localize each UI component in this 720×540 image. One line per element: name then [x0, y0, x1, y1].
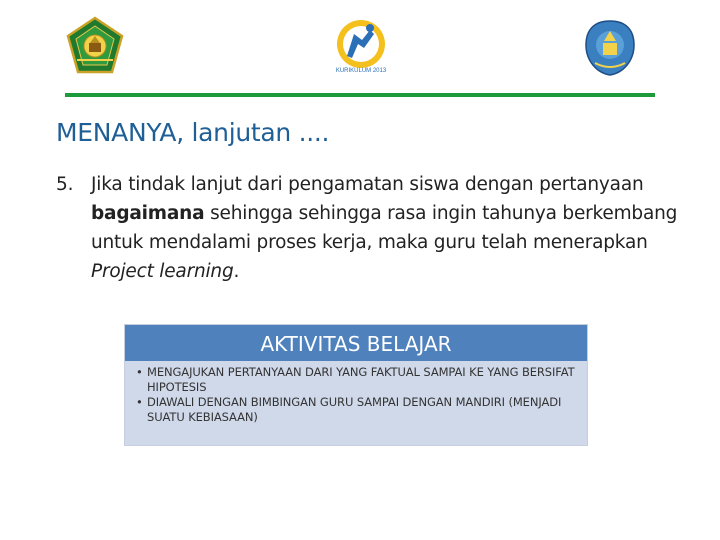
tut-wuri-handayani-logo	[583, 19, 637, 77]
kurikulum-2013-logo	[330, 18, 392, 76]
point-text	[91, 170, 706, 286]
green-divider	[65, 93, 655, 97]
list-item-text: MENGAJUKAN PERTANYAAN DARI YANG FAKTUAL SAMPAI KE YANG BERSIFAT HIPOTESIS	[147, 365, 575, 394]
list-item	[137, 395, 579, 425]
logo-text: KURIKULUM 2013	[335, 68, 387, 74]
bullet-icon: •	[136, 365, 143, 379]
activity-list	[125, 361, 587, 425]
box-header: AKTIVITAS BELAJAR	[125, 325, 587, 361]
point-bold-word: bagaimana	[91, 203, 205, 224]
point-number: 5.	[56, 174, 74, 195]
list-item	[137, 365, 579, 395]
point-text-before: Jika tindak lanjut dari pengamatan siswa dengan pertanyaan	[91, 174, 644, 195]
point-italic-term: Project learning	[91, 261, 234, 282]
slide-title: MENANYA, lanjutan ....	[56, 118, 330, 147]
list-item-text: DIAWALI DENGAN BIMBINGAN GURU SAMPAI DENGAN MANDIRI (MENJADI SUATU KEBIASAAN)	[147, 395, 562, 424]
numbered-point	[56, 170, 706, 286]
ministry-emblem-logo	[64, 16, 126, 76]
bullet-icon: •	[136, 395, 143, 409]
learning-activity-box	[125, 325, 587, 445]
point-text-after: sehingga sehingga rasa ingin tahunya berkembang untuk mendalami proses kerja, maka guru telah menerapkan	[91, 203, 678, 253]
point-end: .	[233, 261, 240, 282]
